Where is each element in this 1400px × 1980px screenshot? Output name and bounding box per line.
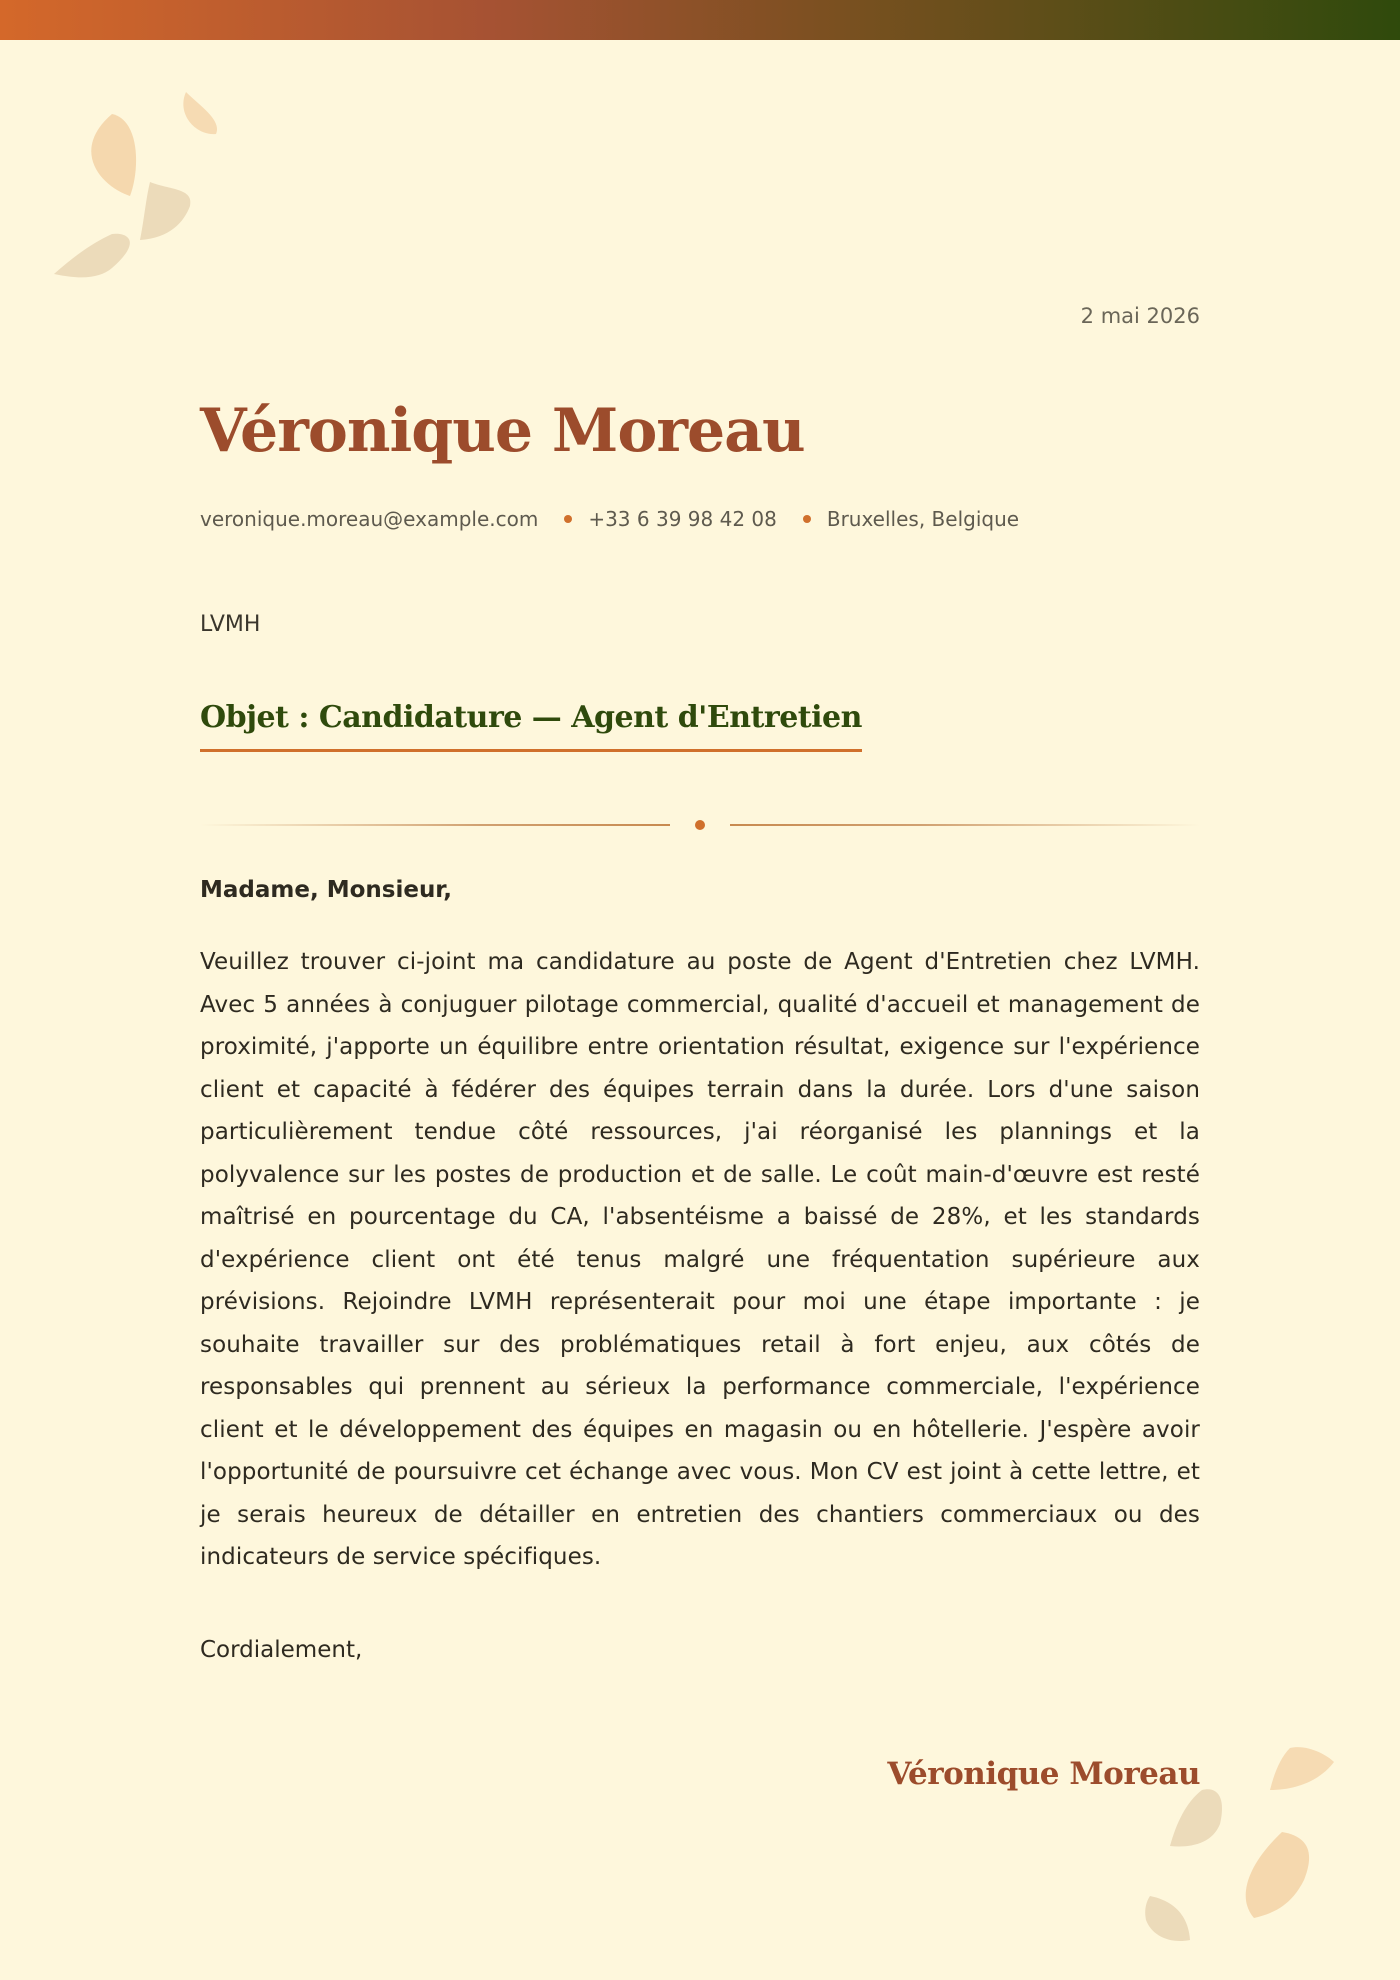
leaf-shape [1246, 1832, 1309, 1918]
top-gradient-bar [0, 0, 1400, 40]
salutation: Madame, Monsieur, [200, 877, 453, 903]
divider-dot [695, 820, 705, 830]
contact-line [200, 507, 1019, 531]
recipient-company: LVMH [200, 612, 261, 637]
divider-line-right [730, 824, 1200, 826]
closing: Cordialement, [200, 1637, 363, 1663]
separator-dot [564, 515, 572, 523]
divider-line-left [200, 824, 670, 826]
leaf-shape [140, 182, 190, 240]
leaf-shape [183, 92, 217, 134]
contact-location: Bruxelles, Belgique [826, 507, 1020, 531]
decorative-leaves-top-left [40, 80, 240, 300]
letter-body: Veuillez trouver ci-joint ma candidature au poste de Agent d'Entretien chez LVMH. Avec 5 années à conjuguer pilotage commercial, qualité d'accueil et management de proximité, j'apporte un équilibre entre orientation résultat, exigence sur l'expérience client et capacité à fédérer des équipes terrain dans la durée. Lors d'une saison particulièrement tendue côté ressources, j'ai réorganisé les plannings et la polyvalence sur les postes de production et de salle. Le coût main-d'œuvre est resté maîtrisé en pourcentage du CA, l'absentéisme a baissé de 28%, et les standards d'expérience client ont été tenus malgré une fréquentation supérieure aux prévisions. Rejoindre LVMH représenterait pour moi une étape importante : je souhaite travailler sur des problématiques retail à fort enjeu, aux côtés de responsables qui prennent au sérieux la performance commerciale, l'expérience client et le développement des équipes en magasin ou en hôtellerie. J'espère avoir l'opportunité de poursuivre cet échange avec vous. Mon CV est joint à cette lettre, et je serais heureux de détailler en entretien des chantiers commerciaux ou des indicateurs de service spécifiques. [200, 949, 1200, 1570]
leaf-shape [1145, 1896, 1190, 1941]
separator-dot [803, 515, 811, 523]
contact-phone: +33 6 39 98 42 08 [588, 507, 777, 531]
ornamental-divider [200, 815, 1200, 835]
contact-email: veronique.moreau@example.com [200, 507, 539, 531]
leaf-shape [54, 234, 130, 278]
letter-date: 2 mai 2026 [1080, 304, 1200, 328]
leaf-shape [1170, 1789, 1222, 1846]
sender-name: Véronique Moreau [200, 396, 805, 466]
signature: Véronique Moreau [887, 1756, 1200, 1792]
leaf-shape [1270, 1747, 1334, 1790]
leaf-shape [91, 114, 136, 196]
letter-subject: Objet : Candidature — Agent d'Entretien [200, 700, 862, 752]
